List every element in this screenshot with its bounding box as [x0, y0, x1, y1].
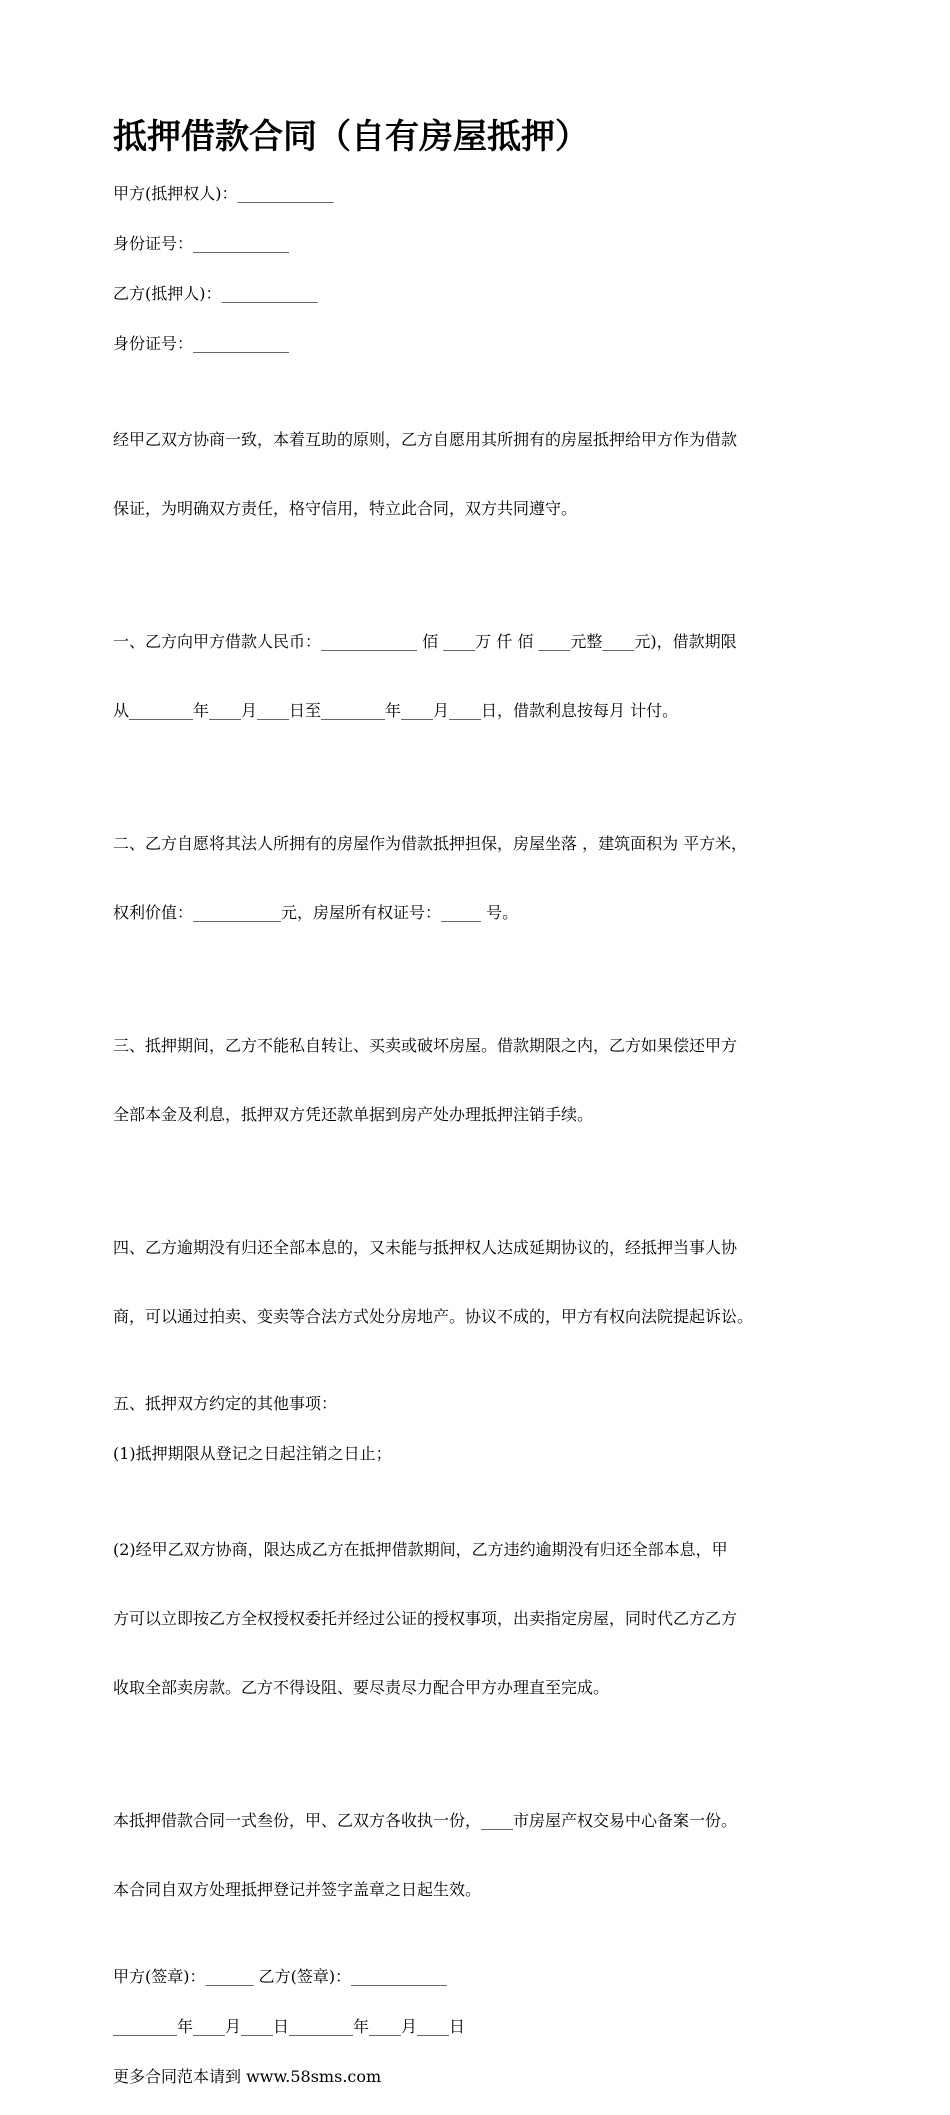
clause-4-line: 四、乙方逾期没有归还全部本息的，又未能与抵押权人达成延期协议的，经抵押当事人协: [113, 1238, 738, 1257]
signature-line: 甲方(签章)：______ 乙方(签章)：____________: [113, 1967, 448, 1986]
clause-3-line: 全部本金及利息，抵押双方凭还款单据到房产处办理抵押注销手续。: [113, 1105, 594, 1124]
document-title: 抵押借款合同（自有房屋抵押）: [113, 117, 589, 157]
intro-paragraph: [113, 382, 853, 566]
party-a-line: 甲方(抵押权人)：____________: [113, 184, 334, 203]
clause-1-line: 从________年____月____日至________年____月____日，借款利息按每月 计付。: [113, 701, 679, 720]
clause-2-paragraph: [113, 786, 853, 970]
clause-3-line: 三、抵押期间，乙方不能私自转让、买卖或破坏房屋。借款期限之内，乙方如果偿还甲方: [113, 1036, 738, 1055]
closing-line: 本抵押借款合同一式叁份，甲、乙双方各收执一份，____市房屋产权交易中心备案一份。: [113, 1811, 738, 1830]
item-2-line: 方可以立即按乙方全权授权委托并经过公证的授权事项，出卖指定房屋，同时代乙方乙方: [113, 1609, 738, 1628]
item-1-line: (1)抵押期限从登记之日起注销之日止；: [113, 1444, 392, 1463]
item-2-paragraph: [113, 1492, 853, 1745]
clause-3-paragraph: [113, 988, 853, 1172]
date-line: ________年____月____日________年____月____日: [113, 2017, 466, 2036]
clause-4-line: 商，可以通过拍卖、变卖等合法方式处分房地产。协议不成的，甲方有权向法院提起诉讼。: [113, 1307, 754, 1326]
closing-line: 本合同自双方处理抵押登记并签字盖章之日起生效。: [113, 1880, 482, 1899]
clause-2-line: 权利价值：___________元，房屋所有权证号：_____ 号。: [113, 903, 519, 922]
item-2-line: (2)经甲乙双方协商，限达成乙方在抵押借款期间，乙方违约逾期没有归还全部本息，甲: [113, 1540, 728, 1559]
clause-5-heading: 五、抵押双方约定的其他事项：: [113, 1394, 338, 1413]
footer-link-text: 更多合同范本请到 www.58sms.com: [113, 2067, 382, 2086]
clause-1-paragraph: [113, 584, 853, 768]
intro-line: 经甲乙双方协商一致，本着互助的原则，乙方自愿用其所拥有的房屋抵押给甲方作为借款: [113, 430, 738, 449]
party-a-id-line: 身份证号：____________: [113, 234, 290, 253]
party-b-line: 乙方(抵押人)：____________: [113, 284, 318, 303]
item-2-line: 收取全部卖房款。乙方不得设阻、要尽责尽力配合甲方办理直至完成。: [113, 1678, 610, 1697]
clause-4-paragraph: [113, 1190, 853, 1374]
intro-line: 保证，为明确双方责任，格守信用，特立此合同，双方共同遵守。: [113, 499, 578, 518]
clause-2-line: 二、乙方自愿将其法人所拥有的房屋作为借款抵押担保，房屋坐落 ，建筑面积为 平方米，: [113, 834, 748, 853]
closing-paragraph: [113, 1763, 853, 1947]
party-b-id-line: 身份证号：____________: [113, 334, 290, 353]
clause-1-line: 一、乙方向甲方借款人民币：____________ 佰 ____万 仟 佰 ____元整____元)，借款期限: [113, 632, 737, 651]
contract-page: [113, 112, 853, 2115]
